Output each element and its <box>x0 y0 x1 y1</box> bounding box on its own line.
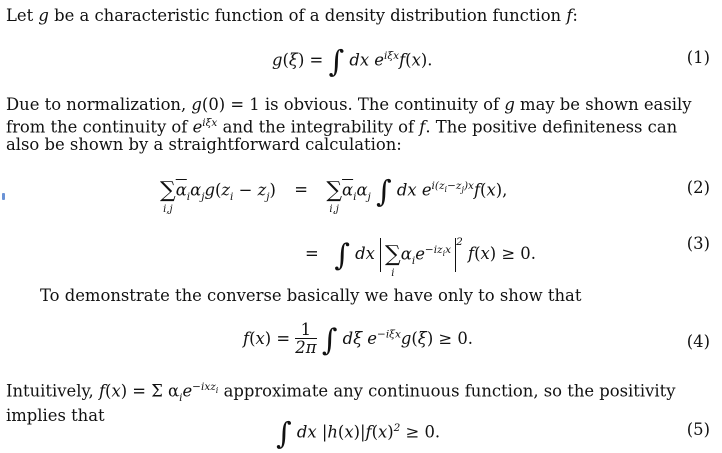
paragraph-2: Due to normalization, g(0) = 1 is obvious. The continuity of g may be shown easily from the continuity of $e^{i\xi x}$ and the integrability of f. The positive definiteness can also be shown by a straightforward calculation: <box>6 95 692 155</box>
equation-number-4: (4) <box>686 332 710 351</box>
equation-number-5: (5) <box>686 420 710 439</box>
equation-3: = ∫ dx ∑ i $\alpha_ie^{-iz_ix2}$ f(x) ≥ 0. (3) <box>305 234 710 279</box>
paragraph-1: Let g be a characteristic function of a density distribution function f: <box>6 6 578 25</box>
equation-number-2: (2) <box>686 178 710 197</box>
equation-4: f(x) = $\frac{1}{2\pi}$ ∫ dξ $e^{-i\xi x}g(\xi) \ge 0$. (4) <box>243 320 710 358</box>
equation-1: g(ξ) = ∫ dx $e^{i\xi x}f(x)$. (1) <box>272 44 710 80</box>
equation-number-1: (1) <box>686 48 710 67</box>
equation-5: ∫ dx $|h(x)|f(x)^2 \ge 0$. (5) <box>276 416 710 452</box>
equation-number-3: (3) <box>686 234 710 253</box>
paragraph-3: To demonstrate the converse basically we have only to show that <box>40 286 582 305</box>
paragraph-4: Intuitively, f(x) = Σ $\alpha_ie^{-ixz_i}$ approximate any continuous function, so the positivity implies that <box>6 381 676 425</box>
equation-2: ∑ i,j $\overline{\alpha}_i\alpha_jg(z_i - z_j)$ = ∑ i,j $\overline{\alpha}_i\alpha_j$ ∫ dx $e^{i(z_i-z_j)x}f(x)$, (2) <box>160 174 710 216</box>
